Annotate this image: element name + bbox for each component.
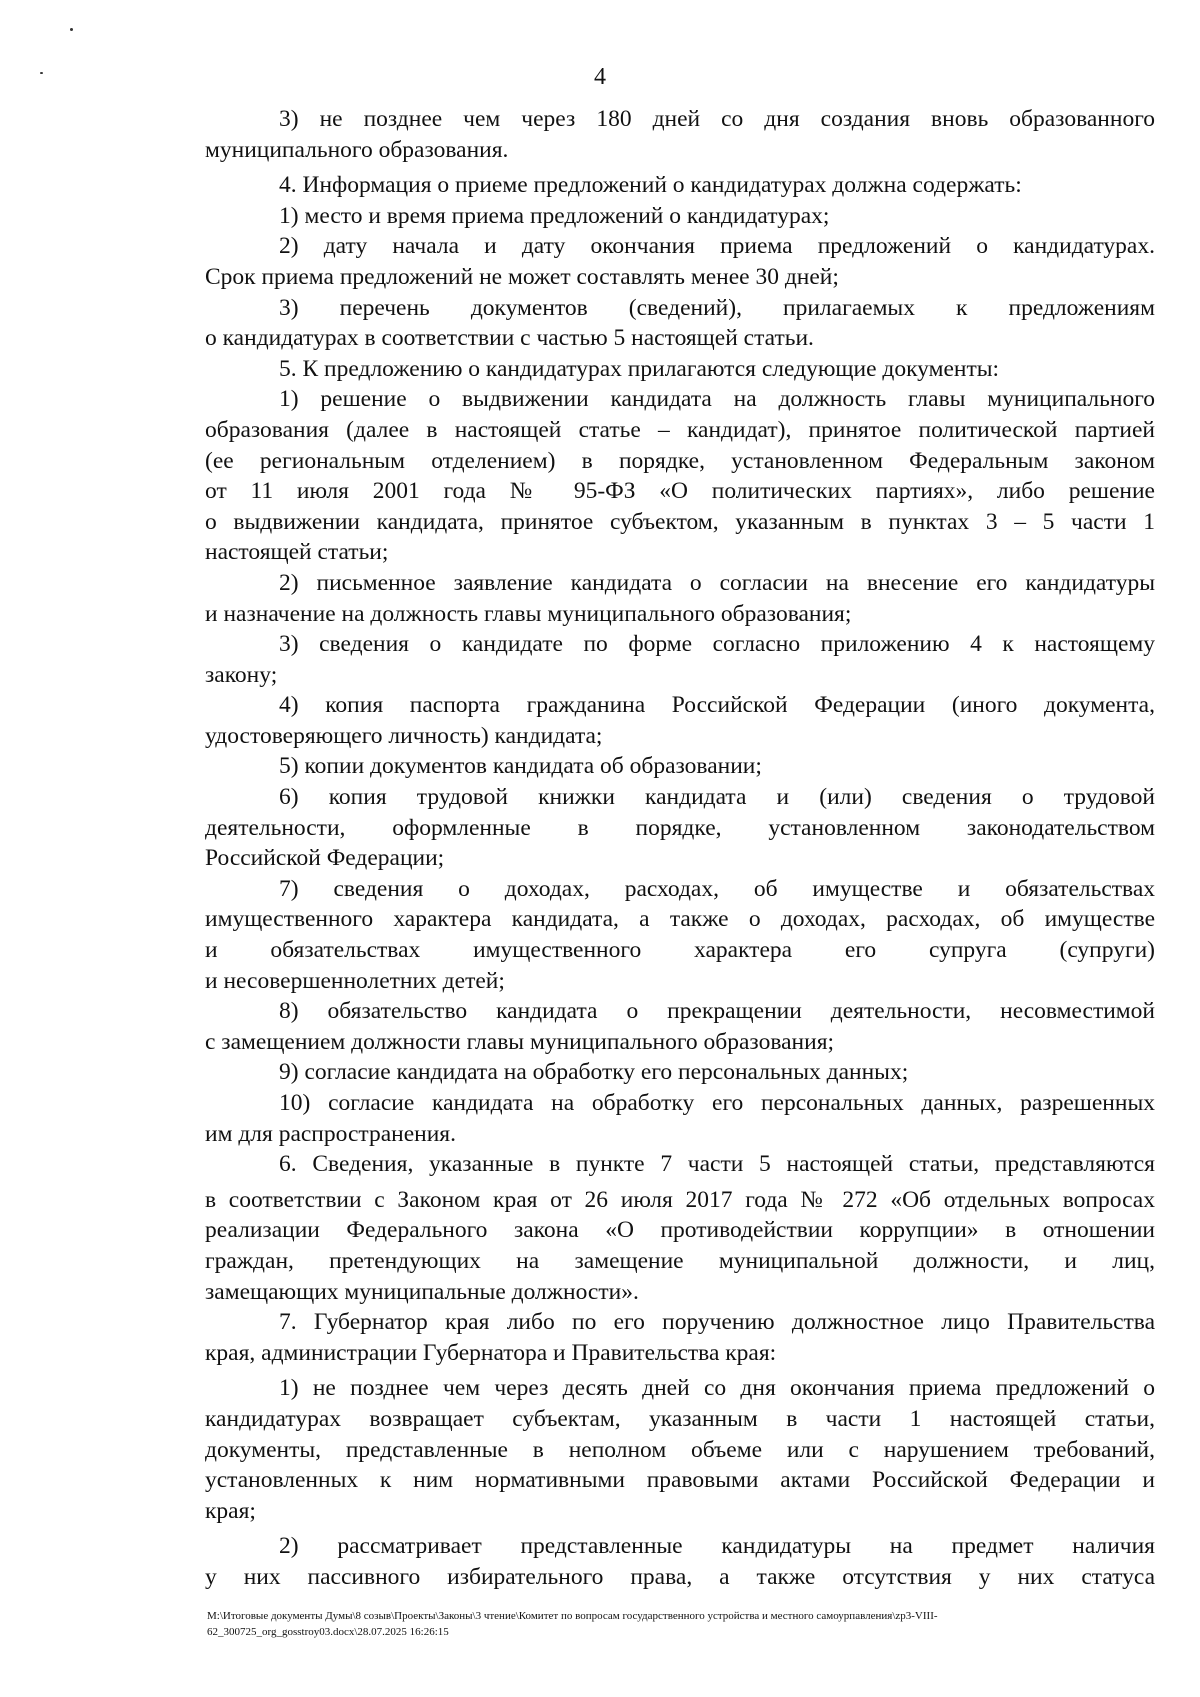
text-line: 2) дату начала и дату окончания приема предложений о кандидатурах. xyxy=(279,233,1155,260)
page-number: 4 xyxy=(594,64,606,90)
text-line: от 11 июля 2001 года № 95-ФЗ «О политических партиях», либо решение xyxy=(205,478,1155,505)
text-line: 8) обязательство кандидата о прекращении деятельности, несовместимой xyxy=(279,998,1155,1025)
text-line: образования (далее в настоящей статье – кандидат), принятое политической партией xyxy=(205,416,1155,443)
text-line: 7. Губернатор края либо по его поручению должностное лицо Правительства xyxy=(279,1309,1155,1336)
text-line: и назначение на должность главы муниципального образования; xyxy=(205,600,852,627)
text-line: и обязательствах имущественного характера его супруга (супруги) xyxy=(205,937,1155,964)
text-line: 4. Информация о приеме предложений о кандидатурах должна содержать: xyxy=(279,172,1022,199)
text-line: документы, представленные в неполном объеме или с нарушением требований, xyxy=(205,1436,1155,1463)
text-line: у них пассивного избирательного права, а также отсутствия у них статуса xyxy=(205,1563,1155,1590)
text-line: 2) рассматривает представленные кандидатуры на предмет наличия xyxy=(279,1533,1155,1560)
text-line: 3) не позднее чем через 180 дней со дня создания вновь образованного xyxy=(279,106,1155,132)
scan-speck xyxy=(70,28,73,31)
text-line: 1) решение о выдвижении кандидата на должность главы муниципального xyxy=(279,386,1155,413)
text-line: и несовершеннолетних детей; xyxy=(205,967,505,994)
text-line: деятельности, оформленные в порядке, установленном законодательством xyxy=(205,814,1155,841)
text-line: края, администрации Губернатора и Правительства края: xyxy=(205,1339,777,1366)
text-line: имущественного характера кандидата, а также о доходах, расходах, об имуществе xyxy=(205,906,1155,933)
document-body xyxy=(205,104,1155,1593)
text-line: 4) копия паспорта гражданина Российской Федерации (иного документа, xyxy=(279,692,1155,719)
text-line: 3) сведения о кандидате по форме согласно приложению 4 к настоящему xyxy=(279,631,1155,658)
text-line: в соответствии с Законом края от 26 июля 2017 года № 272 «Об отдельных вопросах xyxy=(205,1186,1155,1213)
text-line: 9) согласие кандидата на обработку его персональных данных; xyxy=(279,1059,909,1086)
text-line: установленных к ним нормативными правовыми актами Российской Федерации и xyxy=(205,1467,1155,1494)
footer-line: М:\Итоговые документы Думы\8 созыв\Проекты\Законы\3 чтение\Комитет по вопросам государственного устройства и местного самоурпавления\zp3-VIII- xyxy=(207,1610,938,1622)
footer-line: 62_300725_org_gosstroy03.docx\28.07.2025 16:26:15 xyxy=(207,1626,449,1638)
text-line: 3) перечень документов (сведений), прилагаемых к предложениям xyxy=(279,294,1155,321)
text-line: настоящей статьи; xyxy=(205,539,389,566)
text-line: муниципального образования. xyxy=(205,136,509,163)
text-line: Российской Федерации; xyxy=(205,845,445,872)
file-path-footer xyxy=(207,1608,1157,1640)
text-line: 5) копии документов кандидата об образовании; xyxy=(279,753,762,780)
text-line: 6) копия трудовой книжки кандидата и (или) сведения о трудовой xyxy=(279,784,1155,811)
text-line: о кандидатурах в соответствии с частью 5 настоящей статьи. xyxy=(205,325,814,352)
text-line: с замещением должности главы муниципального образования; xyxy=(205,1028,835,1055)
text-line: граждан, претендующих на замещение муниципальной должности, и лиц, xyxy=(205,1247,1155,1274)
text-line: о выдвижении кандидата, принятое субъектом, указанным в пунктах 3 – 5 части 1 xyxy=(205,508,1155,535)
text-line: 7) сведения о доходах, расходах, об имуществе и обязательствах xyxy=(279,875,1155,902)
text-line: закону; xyxy=(205,661,278,688)
text-line: замещающих муниципальные должности». xyxy=(205,1278,639,1305)
text-line: края; xyxy=(205,1497,256,1524)
text-line: 6. Сведения, указанные в пункте 7 части 5 настоящей статьи, представляются xyxy=(279,1151,1155,1178)
text-line: 5. К предложению о кандидатурах прилагаются следующие документы: xyxy=(279,355,1000,382)
text-line: 1) не позднее чем через десять дней со дня окончания приема предложений о xyxy=(279,1375,1155,1402)
text-line: Срок приема предложений не может составлять менее 30 дней; xyxy=(205,263,839,290)
text-line: (ее региональным отделением) в порядке, установленном Федеральным законом xyxy=(205,447,1155,474)
text-line: им для распространения. xyxy=(205,1120,456,1147)
text-line: 1) место и время приема предложений о кандидатурах; xyxy=(279,202,830,229)
text-line: удостоверяющего личность) кандидата; xyxy=(205,722,603,749)
text-line: 10) согласие кандидата на обработку его персональных данных, разрешенных xyxy=(279,1090,1155,1116)
text-line: 2) письменное заявление кандидата о согласии на внесение его кандидатуры xyxy=(279,569,1155,596)
text-line: кандидатурах возвращает субъектам, указанным в части 1 настоящей статьи, xyxy=(205,1405,1155,1432)
text-line: реализации Федерального закона «О противодействии коррупции» в отношении xyxy=(205,1217,1155,1244)
